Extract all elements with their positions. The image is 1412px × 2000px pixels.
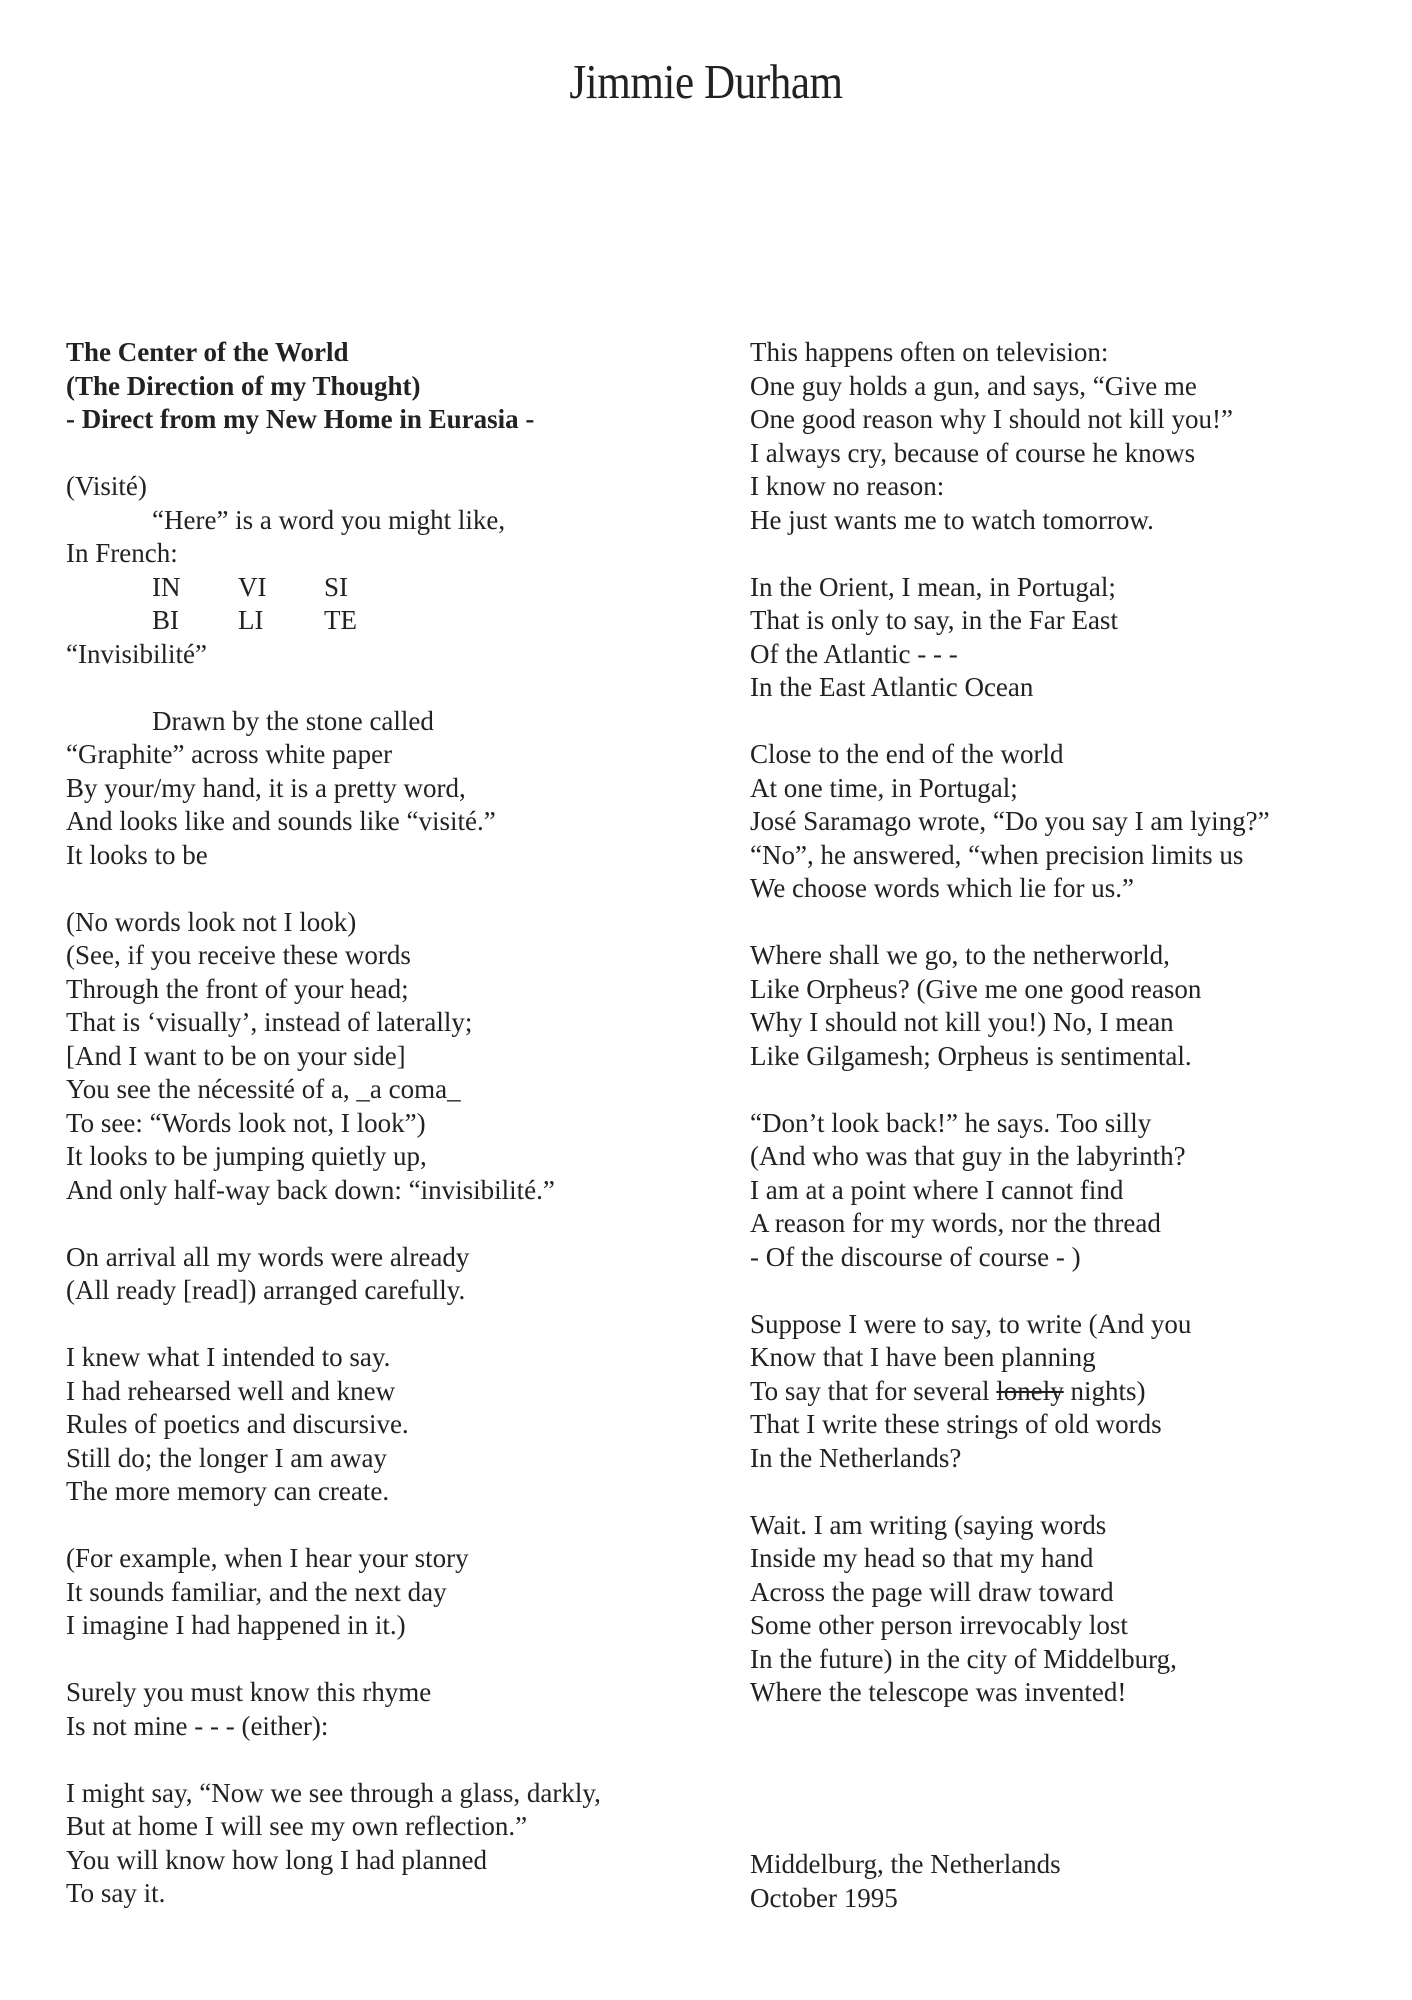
struck-word: lonely [996,1375,1064,1406]
poem-line: We choose words which lie for us.” [750,873,1134,903]
stanza [66,1676,706,1743]
poem-line: And looks like and sounds like “visité.” [66,806,496,836]
poem-line: (And who was that guy in the labyrinth? [750,1141,1186,1171]
poem-right-column [750,336,1390,1710]
poem-line: “No”, he answered, “when precision limits us [750,839,1244,870]
poem-line: (Visité) [66,471,147,501]
poem-line: In the Orient, I mean, in Portugal; [750,571,1116,602]
poem-line: That I write these strings of old words [750,1409,1162,1439]
poem-line: Suppose I were to say, to write (And you [750,1308,1192,1339]
poem-line: That is only to say, in the Far East [750,605,1118,635]
stanza [750,571,1390,705]
poem-line: A reason for my words, nor the thread [750,1208,1161,1238]
stanza [66,1777,706,1911]
stanza [66,906,706,1208]
poem-left-column [66,336,706,1911]
poem-line: It looks to be jumping quietly up, [66,1141,427,1171]
syllable: SI [324,571,349,602]
poem-line: One good reason why I should not kill you!” [750,404,1233,434]
poem-line: Like Gilgamesh; Orpheus is sentimental. [750,1040,1192,1071]
poem-line: By your/my hand, it is a pretty word, [66,772,466,803]
poem-line: At one time, in Portugal; [750,772,1018,803]
line-text: To say that for several [750,1375,997,1406]
poem-line: Is not mine - - - (either): [66,1710,329,1741]
stanza [750,1509,1390,1710]
poem-line: I am at a point where I cannot find [750,1174,1124,1205]
author-name: Jimmie Durham [569,54,843,109]
line-text: nights) [1063,1375,1146,1406]
stanza [66,1542,706,1643]
poem-line: This happens often on television: [750,337,1109,367]
stanza [750,1107,1390,1275]
poem-line: I know no reason: [750,471,945,501]
stanza [66,1241,706,1308]
poem-line: Why I should not kill you!) No, I mean [750,1007,1174,1037]
poem-line: Through the front of your head; [66,973,409,1004]
poem-line: You will know how long I had planned [66,1844,487,1875]
poem-line: (See, if you receive these words [66,940,411,970]
poem-line: (All ready [read]) arranged carefully. [66,1275,466,1305]
poem-title-line-1: The Center of the World [66,337,349,367]
signature-place: Middelburg, the Netherlands [750,1849,1061,1879]
poem-line: To say it. [66,1878,166,1908]
poem-line: I always cry, because of course he knows [750,437,1196,468]
syllable-row-1 [66,571,706,605]
poem-line: (No words look not I look) [66,906,357,937]
poem-line: I imagine I had happened in it.) [66,1610,406,1640]
poem-line: Know that I have been planning [750,1342,1096,1372]
poem-line: Like Orpheus? (Give me one good reason [750,973,1202,1004]
poem-line: In the East Atlantic Ocean [750,672,1034,702]
syllable: VI [238,571,267,602]
stanza [750,738,1390,906]
syllable: TE [324,605,357,635]
poem-line: “Invisibilité” [66,638,207,669]
syllable-row-2 [66,604,706,638]
poem-line: Close to the end of the world [750,739,1064,769]
poem-line: Surely you must know this rhyme [66,1677,432,1707]
poem-line: It sounds familiar, and the next day [66,1576,447,1607]
syllable: BI [152,605,179,635]
stanza [750,1308,1390,1476]
poem-line: On arrival all my words were already [66,1241,470,1272]
poem-line: Rules of poetics and discursive. [66,1409,409,1439]
poem-line: In the future) in the city of Middelburg, [750,1643,1177,1674]
poem-line: I knew what I intended to say. [66,1342,391,1372]
poem-line: Still do; the longer I am away [66,1442,387,1473]
signature-date: October 1995 [750,1882,898,1913]
syllable: LI [238,605,264,635]
poem-line: He just wants me to watch tomorrow. [750,504,1154,535]
poem-line: Of the Atlantic - - - [750,638,958,669]
stanza [750,336,1390,537]
poem-line: I might say, “Now we see through a glass, darkly, [66,1777,601,1808]
poem-line: And only half-way back down: “invisibilité.” [66,1174,555,1205]
poem-line: Drawn by the stone called [152,705,434,736]
poem-line: [And I want to be on your side] [66,1040,406,1071]
poem-line: “Don’t look back!” he says. Too silly [750,1107,1152,1138]
stanza [66,738,706,872]
poem-line-with-strikethrough [750,1375,1390,1409]
poem-title-line-2: (The Direction of my Thought) [66,370,421,401]
poem-signature [750,1848,1061,1915]
poem-line: Where shall we go, to the netherworld, [750,940,1170,970]
poem-line: To see: “Words look not, I look”) [66,1107,426,1138]
poem-line: Some other person irrevocably lost [750,1610,1128,1640]
poem-line: Inside my head so that my hand [750,1543,1094,1573]
poem-title-line-3: - Direct from my New Home in Eurasia - [66,404,535,434]
poem-line: In French: [66,538,178,568]
poem-line: Wait. I am writing (saying words [750,1509,1107,1540]
poem-line: I had rehearsed well and knew [66,1375,396,1406]
syllable: IN [152,571,181,602]
poem-line: You see the nécessité of a, _a coma_ [66,1074,461,1104]
stanza [66,1341,706,1509]
poem-line: (For example, when I hear your story [66,1543,469,1573]
poem-line: “Here” is a word you might like, [152,504,506,535]
poem-line: José Saramago wrote, “Do you say I am lying?” [750,806,1270,836]
poem-line: Where the telescope was invented! [750,1677,1127,1707]
poem-line: In the Netherlands? [750,1442,962,1473]
poem-line: But at home I will see my own reflection.” [66,1811,528,1841]
poem-line: It looks to be [66,839,208,870]
poem-line: “Graphite” across white paper [66,739,393,769]
poem-line: - Of the discourse of course - ) [750,1241,1081,1272]
poem-line: Across the page will draw toward [750,1576,1114,1607]
stanza [750,939,1390,1073]
poem-line: The more memory can create. [66,1476,390,1506]
poem-line: One guy holds a gun, and says, “Give me [750,370,1197,401]
poem-line: That is ‘visually’, instead of laterally; [66,1007,473,1037]
